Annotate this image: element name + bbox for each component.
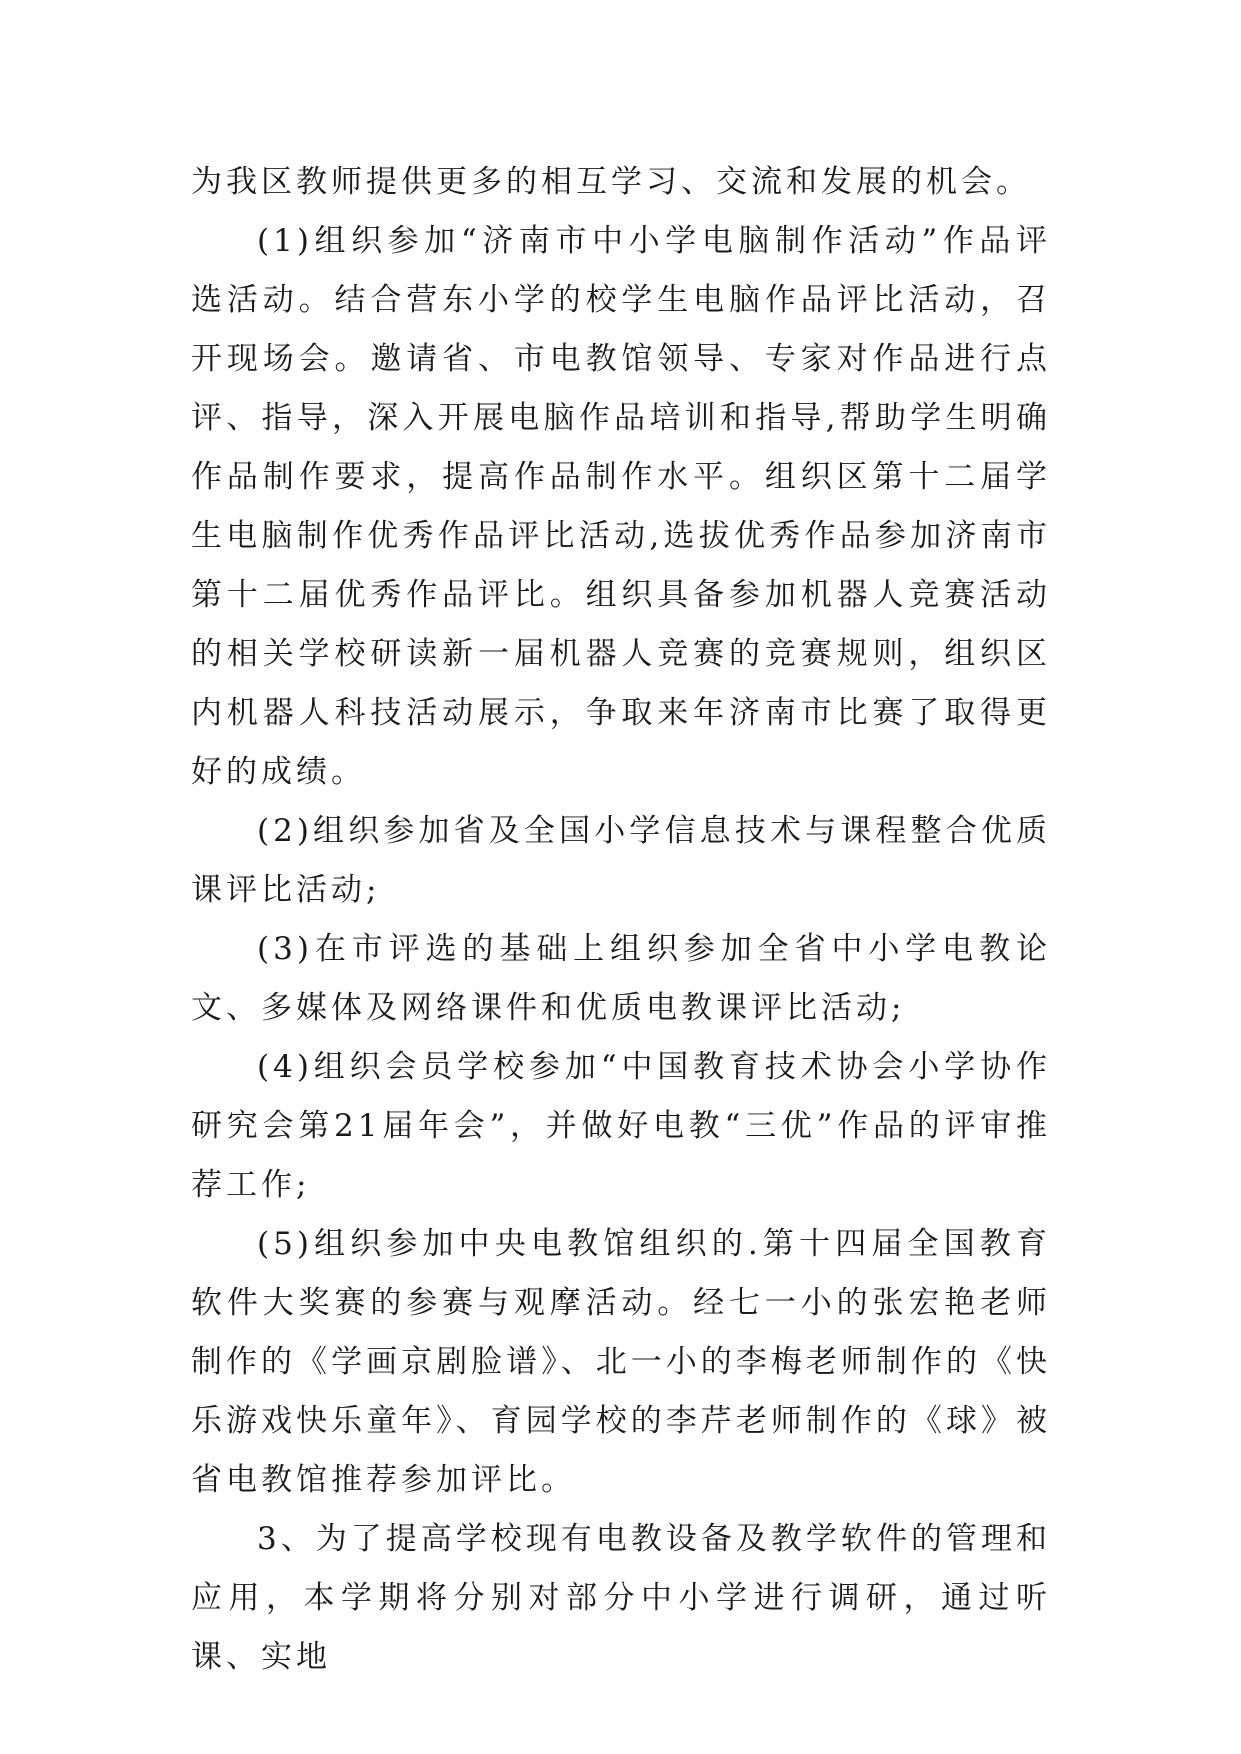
paragraph-item-3: (3)在市评选的基础上组织参加全省中小学电教论文、多媒体及网络课件和优质电教课评比活动; [191,931,1051,1026]
paragraph-item-1: (1)组织参加“济南市中小学电脑制作活动”作品评选活动。结合营东小学的校学生电脑作品评比活动，召开现场会。邀请省、市电教馆领导、专家对作品进行点评、指导，深入开展电脑作品培训和指导,帮助学生明确作品制作要求，提高作品制作水平。组织区第十二届学生电脑制作优秀作品评比活动,选拔优秀作品参加济南市第十二届优秀作品评比。组织具备参加机器人竞赛活动的相关学校研读新一届机器人竞赛的竞赛规则，组织区内机器人科技活动展示，争取来年济南市比赛了取得更好的成绩。 [191,223,1051,790]
document-body [191,153,1051,1687]
paragraph-section-3: 3、为了提高学校现有电教设备及教学软件的管理和应用，本学期将分别对部分中小学进行调研，通过听课、实地 [191,1521,1051,1675]
paragraph-item-4: (4)组织会员学校参加“中国教育技术协会小学协作研究会第21届年会”，并做好电教“三优”作品的评审推荐工作; [191,1049,1051,1203]
paragraph-item-2: (2)组织参加省及全国小学信息技术与课程整合优质课评比活动; [191,813,1051,908]
paragraph-continuation: 为我区教师提供更多的相互学习、交流和发展的机会。 [191,164,1031,200]
paragraph-item-5: (5)组织参加中央电教馆组织的.第十四届全国教育软件大奖赛的参赛与观摩活动。经七一小的张宏艳老师制作的《学画京剧脸谱》、北一小的李梅老师制作的《快乐游戏快乐童年》、育园学校的李芹老师制作的《球》被省电教馆推荐参加评比。 [191,1226,1051,1498]
